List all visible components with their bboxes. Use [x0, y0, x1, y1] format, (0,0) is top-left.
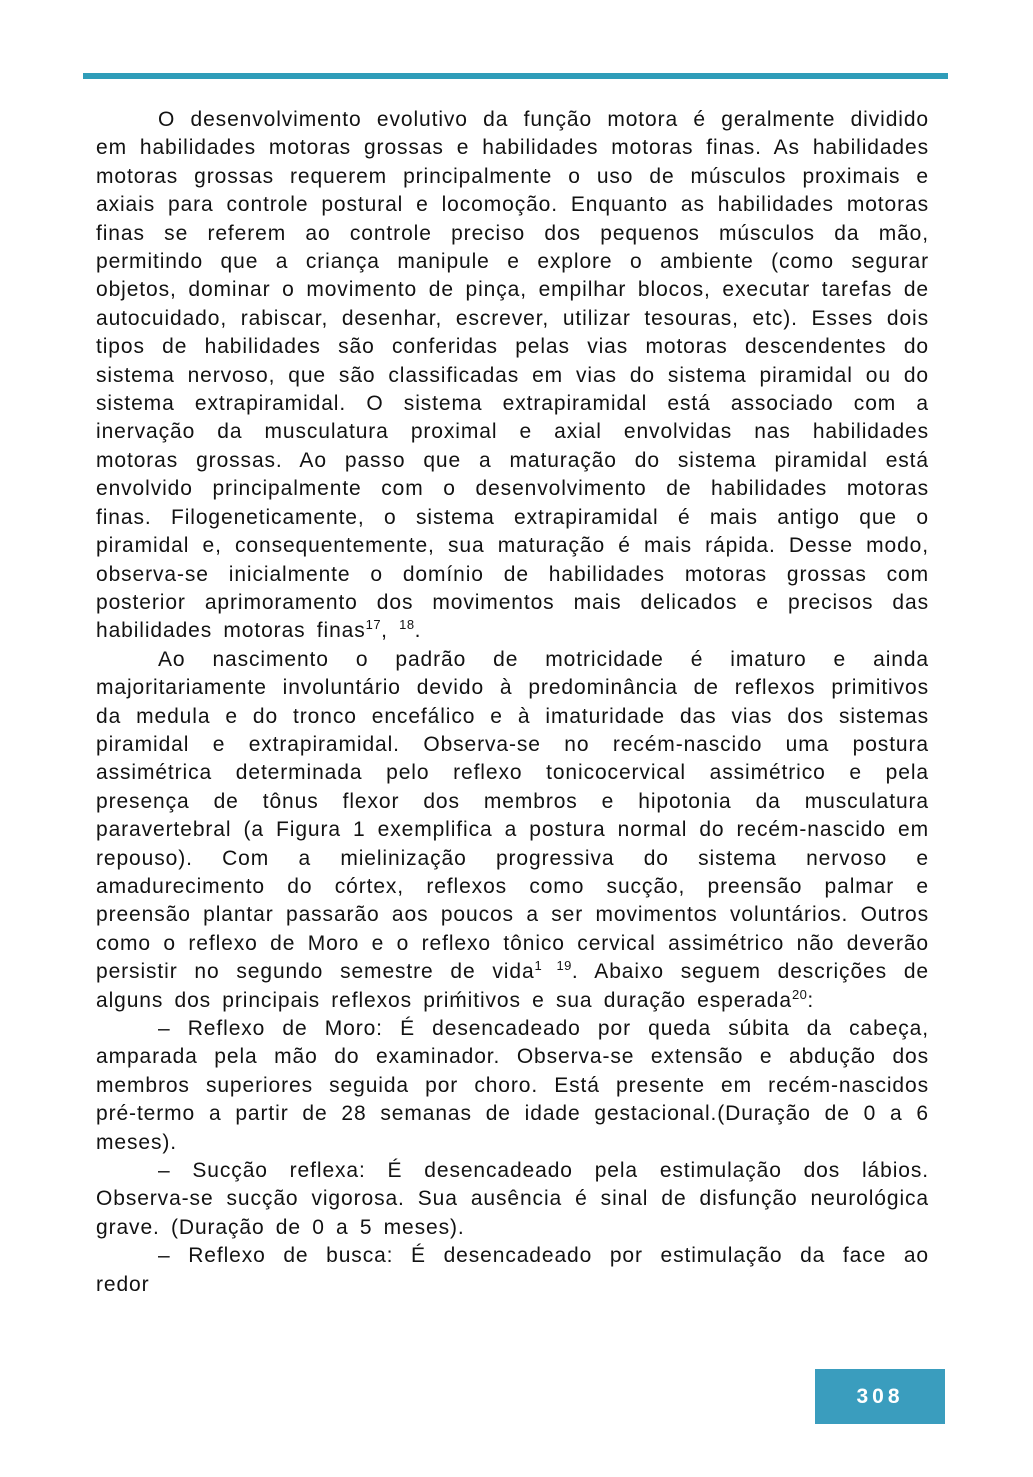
paragraph-motor-skills: O desenvolvimento evolutivo da função motora é geralmente dividido em habilidades motoras grossas e habilidades motoras finas. As habilidades motoras grossas requerem principalmente o uso de músculos proximais e axiais para controle postural e locomoção. Enquanto as habilidades motoras finas se referem ao controle preciso dos pequenos músculos da mão, permitindo que a criança manipule e explore o ambiente (como segurar objetos, dominar o movimento de pinça, empilhar blocos, executar tarefas de autocuidado, rabiscar, desenhar, escrever, utilizar tesouras, etc). Esses dois tipos de habilidades são conferidas pelas vias motoras descendentes do sistema nervoso, que são classificadas em vias do sistema piramidal ou do sistema extrapiramidal. O sistema extrapiramidal está associado com a inervação da musculatura proximal e axial envolvidas nas habilidades motoras grossas. Ao passo que a maturação do sistema piramidal está envolvido principalmente com o desenvolvimento de habilidades motoras finas. Filogeneticamente, o sistema extrapiramidal é mais antigo que o piramidal e, consequentemente, sua maturação é mais rápida. Desse modo, observa-se inicialmente o domínio de habilidades motoras grossas com posterior aprimoramento dos movimentos mais delicados e precisos das habilidades motoras finas$^{17}$, $^{18}$. [96, 108, 929, 643]
list-item-succao-reflexa: – Sucção reflexa: É desencadeado pela estimulação dos lábios. Observa-se sucção vigorosa. Sua ausência é sinal de disfunção neurológica grave. (Duração de 0 a 5 meses). [96, 1159, 929, 1239]
paragraph-newborn-reflexes: Ao nascimento o padrão de motricidade é imaturo e ainda majoritariamente involuntário devido à predominância de reflexos primitivos da medula e do tronco encefálico e à imaturidade das vias dos sistemas piramidal e extrapiramidal. Observa-se no recém-nascido uma postura assimétrica determinada pelo reflexo tonicocervical assimétrico e pela presença de tônus flexor dos membros e hipotonia da musculatura paravertebral (a Figura 1 exemplifica a postura normal do recém-nascido em repouso). Com a mielinização progressiva do sistema nervoso e amadurecimento do córtex, reflexos como sucção, preensão palmar e preensão plantar passarão aos poucos a ser movimentos voluntários. Outros como o reflexo de Moro e o reflexo tônico cervical assimétrico não deverão persistir no segundo semestre de vida$^{1 19}$. Abaixo seguem descrições de alguns dos principais reflexos priḿitivos e sua duração esperada$^{20}$: [96, 647, 929, 1012]
list-item-reflexo-de-busca: – Reflexo de busca: É desencadeado por estimulação da face ao redor [96, 1244, 929, 1296]
superscript-reference: 1 19 [534, 958, 572, 974]
superscript-reference: 17 [365, 617, 382, 633]
top-rule [83, 73, 948, 79]
superscript-reference: 20 [791, 986, 808, 1002]
page-number: 308 [856, 1384, 904, 1408]
page-number-badge [815, 1369, 945, 1424]
body-text [96, 106, 929, 1299]
superscript-reference: 18 [399, 617, 415, 633]
list-item-reflexo-de-moro: – Reflexo de Moro: É desencadeado por queda súbita da cabeça, amparada pela mão do examinador. Observa-se extensão e abdução dos membros superiores seguida por choro. Está presente em recém-nascidos pré-termo a partir de 28 semanas de idade gestacional.(Duração de 0 a 6 meses). [96, 1017, 929, 1154]
